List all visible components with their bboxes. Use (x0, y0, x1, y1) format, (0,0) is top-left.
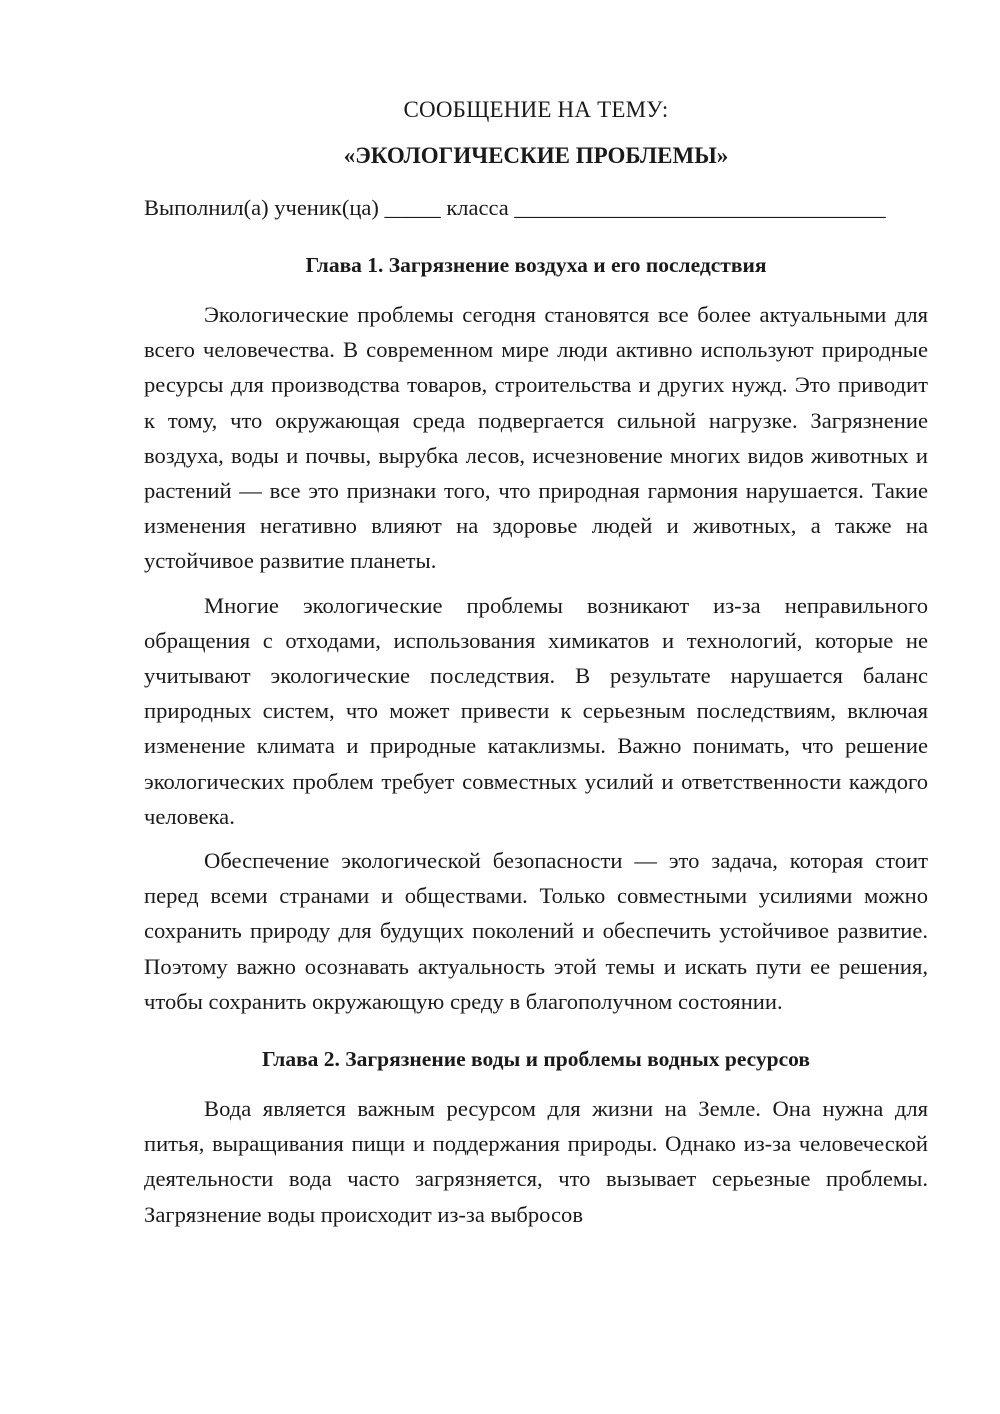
author-line: Выполнил(а) ученик(ца) _____ класса _________________________________ (144, 195, 886, 220)
document-title-top: СООБЩЕНИЕ НА ТЕМУ: (403, 97, 669, 122)
chapter-1-paragraph-2: Многие экологические проблемы возникают из-за неправильного обращения с отходами, использования химикатов и технологий, которые не учитывают экологические последствия. В результате нарушается баланс природных систем, что может привести к серьезным последствиям, включая изменение климата и природные катаклизмы. Важно понимать, что решение экологических проблем требует совместных усилий и ответственности каждого человека. (144, 592, 928, 829)
chapter-1-heading: Глава 1. Загрязнение воздуха и его последствия (305, 253, 767, 277)
chapter-1-paragraph-3: Обеспечение экологической безопасности — это задача, которая стоит перед всеми странами и обществами. Только совместными усилиями можно сохранить природу для будущих поколений и обеспечить устойчивое развитие. Поэтому важно осознавать актуальность этой темы и искать пути ее решения, чтобы сохранить окружающую среду в благополучном состоянии. (144, 848, 928, 1014)
chapter-2 (144, 1041, 928, 1232)
document-page (144, 92, 928, 1232)
chapter-2-heading: Глава 2. Загрязнение воды и проблемы водных ресурсов (262, 1047, 810, 1072)
chapter-1 (144, 247, 928, 1019)
chapter-2-paragraph-1: Вода является важным ресурсом для жизни на Земле. Она нужна для питья, выращивания пищи и поддержания природы. Однако из-за человеческой деятельности вода часто загрязняется, что вызывает серьезные проблемы. Загрязнение воды происходит из-за выбросов (144, 1096, 928, 1227)
document-title-main: «ЭКОЛОГИЧЕСКИЕ ПРОБЛЕМЫ» (343, 143, 729, 168)
chapter-1-paragraph-1: Экологические проблемы сегодня становятся все более актуальными для всего человечества. В современном мире люди активно используют природные ресурсы для производства товаров, строительства и других нужд. Это приводит к тому, что окружающая среда подвергается сильной нагрузке. Загрязнение воздуха, воды и почвы, вырубка лесов, исчезновение многих видов животных и растений — все это признаки того, что природная гармония нарушается. Такие изменения негативно влияют на здоровье людей и животных, а также на устойчивое развитие планеты. (144, 302, 928, 574)
